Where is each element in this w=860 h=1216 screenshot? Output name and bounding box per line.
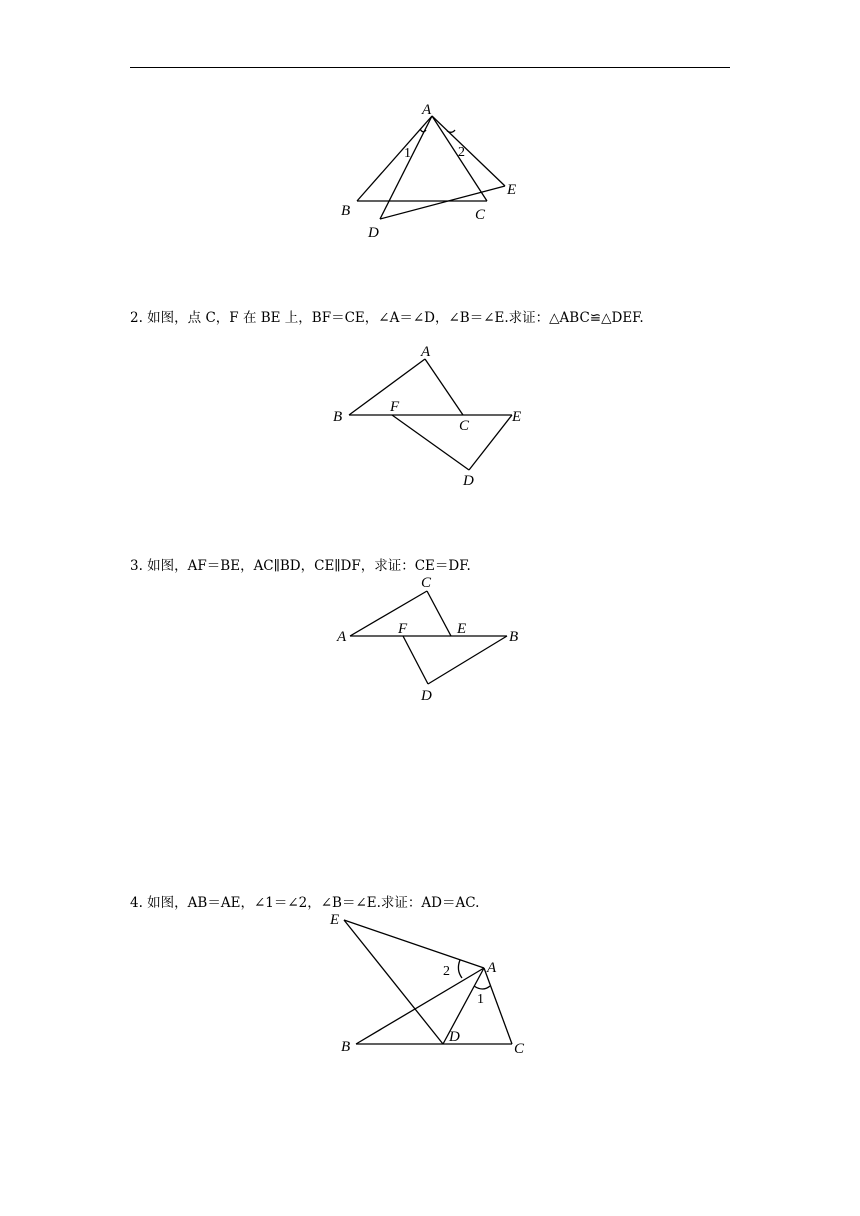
point-label-D: D	[463, 473, 474, 489]
point-label-E: E	[330, 912, 340, 928]
angle-arc-1	[474, 986, 490, 989]
angle-label-2: 2	[458, 145, 465, 160]
point-label-F: F	[390, 399, 400, 415]
angle-label-2: 2	[443, 964, 450, 979]
angle-arc-2	[458, 960, 462, 978]
segment-AB	[356, 968, 484, 1044]
point-label-C: C	[475, 207, 486, 223]
point-label-C: C	[514, 1041, 525, 1057]
point-label-C: C	[421, 575, 432, 591]
problem-2-text: 2. 如图，点 C，F 在 BE 上，BF＝CE，∠A＝∠D，∠B＝∠E.求证：△ABC≌△DEF.	[130, 310, 644, 326]
point-label-E: E	[512, 409, 522, 425]
point-label-A: A	[422, 102, 432, 118]
segment-AE	[344, 920, 484, 968]
segment-ED	[344, 920, 443, 1044]
segment-AC	[484, 968, 512, 1044]
point-label-B: B	[341, 1039, 351, 1055]
problem-4-text: 4. 如图，AB＝AE，∠1＝∠2，∠B＝∠E.求证：AD＝AC.	[130, 895, 480, 911]
point-label-D: D	[368, 225, 379, 241]
point-label-F: F	[398, 621, 408, 637]
point-label-A: A	[421, 344, 431, 360]
problem-3-text: 3. 如图，AF＝BE，AC∥BD，CE∥DF，求证：CE＝DF.	[130, 558, 471, 574]
point-label-D: D	[421, 688, 432, 704]
angle-label-1: 1	[477, 992, 484, 1007]
point-label-A: A	[487, 960, 497, 976]
point-label-E: E	[457, 621, 467, 637]
point-label-B: B	[509, 629, 519, 645]
point-label-A: A	[337, 629, 347, 645]
point-label-D: D	[449, 1029, 460, 1045]
point-label-C: C	[459, 418, 470, 434]
angle-label-1: 1	[404, 146, 411, 161]
point-label-B: B	[341, 203, 351, 219]
point-label-B: B	[333, 409, 343, 425]
point-label-E: E	[507, 182, 517, 198]
